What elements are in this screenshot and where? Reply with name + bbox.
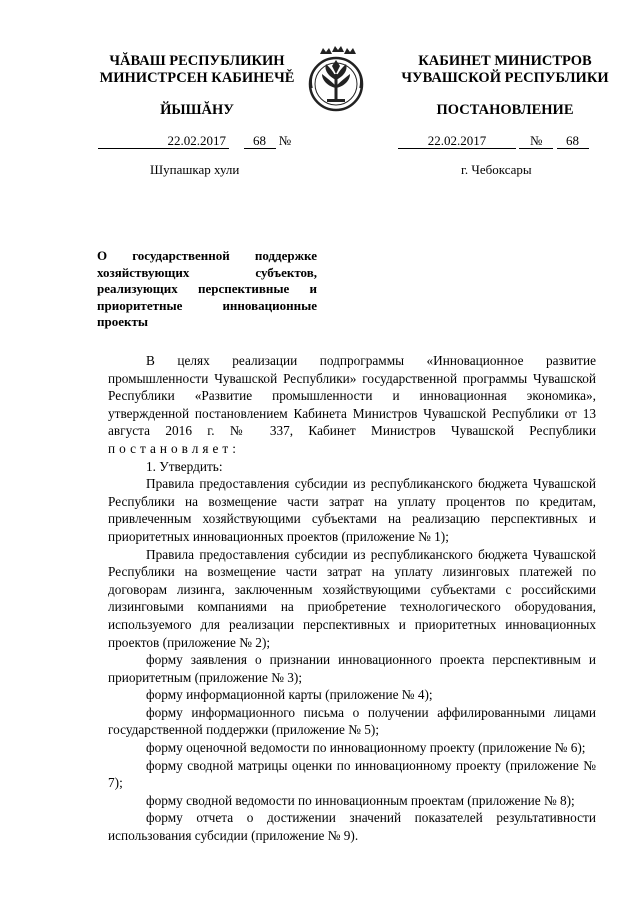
body-paragraph: 1. Утвердить: [146,458,223,474]
body-paragraph: Правила предоставления субсидии из республиканского бюджета Чувашской Республики на возмещение части затрат на уплату лизинговых платежей по договорам лизинга, заключенным хозяйствующими субъектами с российскими лизинговыми компаниями на приобретение технологического оборудования, используемого для реализации перспективных и приоритетных инновационных проектов (приложение № 2); [108,546,596,650]
body-verb: постановляет: [108,440,240,456]
document-title: О государственной поддержке хозяйствующих субъектов, реализующих перспективные и приоритетные инновационные проекты [97,248,317,329]
body-paragraph: форму заявления о признании инновационного проекта перспективным и приоритетным (приложение № 3); [108,652,596,685]
header-left-doc-type: ЙЫШĂНУ [160,102,234,118]
header-left [72,53,322,119]
body-paragraph: форму оценочной ведомости по инновационному проекту (приложение № 6); [146,740,586,756]
right-number: 68 [557,133,589,149]
left-number-sign: № [278,133,292,148]
header-left-line1: ЧĂВАШ РЕСПУБЛИКИН [109,53,285,69]
left-date-number-row [98,133,308,149]
header-right-line1: КАБИНЕТ МИНИСТРОВ [418,53,592,69]
left-city: Шупашкар хули [150,162,240,177]
header-left-line2: МИНИСТРСЕН КАБИНЕЧĚ [99,70,295,86]
right-date-number-row [398,133,608,149]
right-city: г. Чебоксары [461,162,532,177]
left-number: 68 [244,133,276,149]
document-body [108,352,596,845]
body-paragraph: форму сводной матрицы оценки по инновационному проекту (приложение № 7); [108,757,596,791]
body-paragraph: форму информационного письма о получении аффилированными лицами государственной поддержки (приложение № 5); [108,704,596,738]
header-right-doc-type: ПОСТАНОВЛЕНИЕ [436,102,574,118]
body-paragraph: форму сводной ведомости по инновационным проектам (приложение № 8); [146,792,575,808]
body-paragraph: Правила предоставления субсидии из республиканского бюджета Чувашской Республики на возмещение части затрат на уплату процентов по кредитам, привлеченным хозяйствующими субъектами на реализацию перспективных и приоритетных инновационных проектов (приложение № 1); [108,476,596,544]
coat-of-arms-emblem [300,44,372,114]
right-number-sign: № [519,133,553,149]
body-paragraph: форму отчета о достижении значений показателей результативности использования субсидии (приложение № 9). [108,810,596,844]
body-paragraph: В целях реализации подпрограммы «Инновационное развитие промышленности Чувашской Республики» государственной программы Чувашской Республики «Развитие промышленности и инновационная экономика», утвержденной постановлением Кабинета Министров Чувашской Республики от 13 августа 2016 г. № 337, Кабинет Министров Чувашской Республики постановляет: [108,353,596,456]
header-right-line2: ЧУВАШСКОЙ РЕСПУБЛИКИ [401,70,609,86]
header-right [380,53,630,119]
left-date: 22.02.2017 [98,133,229,149]
right-date: 22.02.2017 [398,133,516,149]
body-paragraph: форму информационной карты (приложение № 4); [146,687,433,703]
